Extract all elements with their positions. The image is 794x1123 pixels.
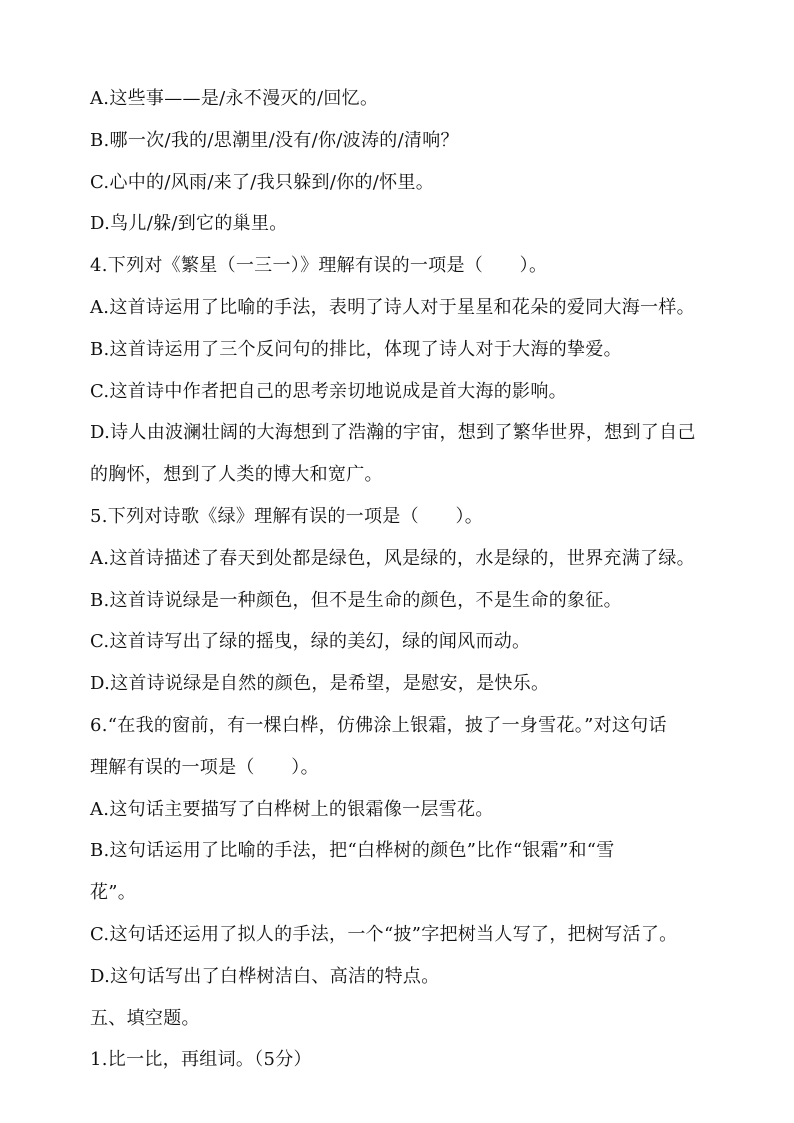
question-4: 4.下列对《繁星（一三一）》理解有误的一项是（ ）。 [90, 255, 548, 277]
document-body [90, 84, 730, 1087]
question-4-option-c: C.这首诗中作者把自己的思考亲切地说成是首大海的影响。 [90, 380, 567, 402]
question-5-option-c: C.这首诗写出了绿的摇曳，绿的美幻，绿的闻风而动。 [90, 631, 531, 653]
question-5-option-a: A.这首诗描述了春天到处都是绿色，风是绿的，水是绿的，世界充满了绿。 [90, 547, 695, 569]
question-6-option-b-continued: 花”。 [90, 882, 137, 904]
question-6-continued: 理解有误的一项是（ ）。 [90, 756, 319, 778]
question-6-option-b: B.这句话运用了比喻的手法，把“白桦树的颜色”比作“银霜”和“雪 [90, 840, 615, 862]
question-6: 6.“在我的窗前，有一棵白桦，仿佛涂上银霜，披了一身雪花。”对这句话 [90, 714, 667, 736]
option-a-line: A.这些事——是/永不漫灭的/回忆。 [90, 88, 379, 109]
fill-in-question-1: 1.比一比，再组词。（5分） [90, 1049, 312, 1071]
section-heading-fill-in: 五、填空题。 [90, 1007, 200, 1029]
question-5: 5.下列对诗歌《绿》理解有误的一项是（ ）。 [90, 505, 484, 527]
option-b-line: B.哪一次/我的/思潮里/没有/你/波涛的/清响？ [90, 129, 459, 151]
question-5-option-d: D.这首诗说绿是自然的颜色，是希望，是慰安，是快乐。 [90, 673, 550, 695]
question-4-option-a: A.这首诗运用了比喻的手法，表明了诗人对于星星和花朵的爱同大海一样。 [90, 296, 695, 318]
question-4-option-b: B.这首诗运用了三个反问句的排比，体现了诗人对于大海的挚爱。 [90, 338, 622, 360]
question-4-option-d: D.诗人由波澜壮阔的大海想到了浩瀚的宇宙，想到了繁华世界，想到了自己 [90, 422, 696, 444]
question-6-option-c: C.这句话还运用了拟人的手法，一个“披”字把树当人写了，把树写活了。 [90, 923, 678, 945]
question-4-option-d-continued: 的胸怀，想到了人类的博大和宽广。 [90, 464, 383, 486]
question-6-option-d: D.这句话写出了白桦树洁白、高洁的特点。 [90, 965, 440, 987]
question-5-option-b: B.这首诗说绿是一种颜色，但不是生命的颜色，不是生命的象征。 [90, 589, 622, 611]
question-6-option-a: A.这句话主要描写了白桦树上的银霜像一层雪花。 [90, 798, 494, 820]
option-d-line: D.鸟儿/躲/到它的巢里。 [90, 213, 288, 235]
option-c-line: C.心中的/风雨/来了/我只躲到/你的/怀里。 [90, 171, 435, 193]
